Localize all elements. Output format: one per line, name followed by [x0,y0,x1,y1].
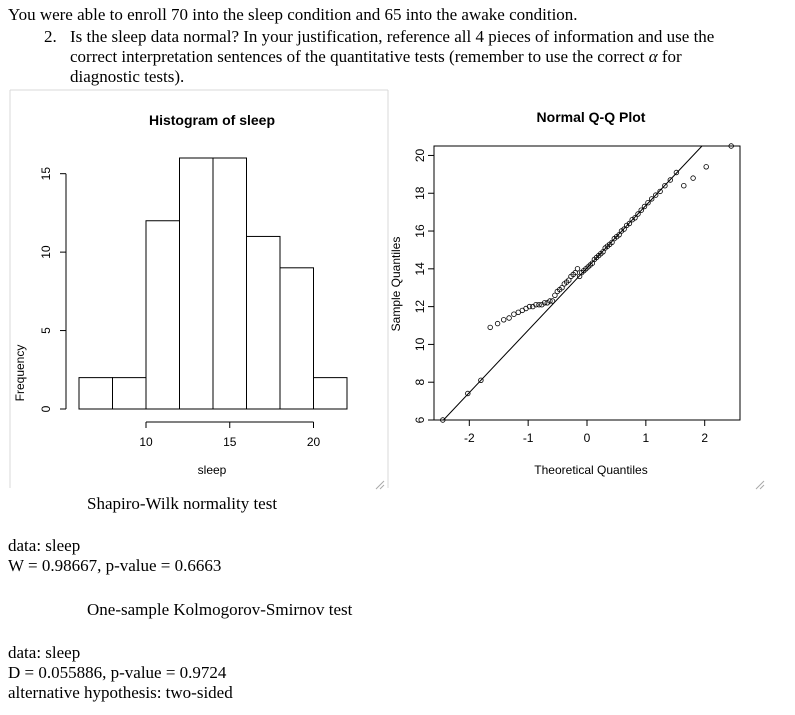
qqplot-y-tick-label: 12 [413,299,427,314]
question-number: 2. [44,27,57,46]
histogram-y-axis [39,167,66,413]
histogram-y-tick-label: 5 [39,327,53,334]
ks-stat-line: D = 0.055886, p-value = 0.9724 [8,663,227,682]
ks-title: One-sample Kolmogorov-Smirnov test [87,600,353,619]
qqplot-point [691,176,696,181]
histogram-y-tick-label: 10 [39,245,53,259]
qqplot-y-axis [413,148,434,423]
histogram-bar [213,158,247,409]
qqplot-x-tick-label: -2 [463,431,475,445]
qqplot-point [501,318,506,323]
qqplot-y-tick-label: 16 [413,224,427,238]
ks-alt-line: alternative hypothesis: two-sided [8,683,233,702]
qqplot-x-axis [464,420,708,445]
histogram-title: Histogram of sleep [148,112,276,128]
histogram-x-tick-label: 20 [306,435,321,449]
resize-grip-icon [376,481,384,489]
histogram-bar [146,221,180,409]
histogram-bar [79,378,113,409]
alpha-symbol: α [648,47,658,66]
histogram-x-tick-label: 10 [139,435,153,449]
ks-data-line: data: sleep [8,643,81,662]
histogram-y-label: Frequency [13,344,27,402]
histogram-y-tick-label: 0 [39,405,53,413]
qqplot-points [441,144,734,423]
qqplot-point [488,325,493,330]
question-line-2b: for [657,47,682,66]
shapiro-data-line: data: sleep [8,536,81,555]
qqplot-x-tick-label: 1 [642,431,650,445]
qqplot-point [507,316,512,321]
qqplot-point [495,321,500,326]
qqplot-y-tick-label: 6 [413,416,427,424]
qqplot-y-tick-label: 20 [413,148,427,163]
qqplot-x-tick-label: 2 [701,431,709,445]
histogram-figure [0,88,392,493]
qqplot-y-label: Sample Quantiles [389,236,403,332]
qqplot-y-tick-label: 14 [413,262,427,276]
question-line-2 [70,47,682,67]
histogram-x-axis [139,422,320,449]
question-line-1: Is the sleep data normal? In your justification, reference all 4 pieces of information and use the [70,27,715,46]
histogram-bar [280,268,314,409]
question-line-3: diagnostic tests). [70,67,185,86]
shapiro-title: Shapiro-Wilk normality test [87,494,278,513]
histogram-y-tick-label: 15 [39,167,53,181]
histogram-bar [247,236,281,409]
qqplot-box [434,146,740,420]
resize-grip-icon [756,481,764,489]
histogram-bar [314,378,348,409]
qqplot-point [704,165,709,170]
intro-text: You were able to enroll 70 into the sleep condition and 65 into the awake condition. [8,5,578,24]
qqplot-y-tick-label: 10 [413,337,427,352]
histogram-x-label: sleep [197,463,227,477]
qqplot-point [512,312,517,317]
histogram-bar [113,378,147,409]
qqplot-point [575,267,580,272]
shapiro-stat-line: W = 0.98667, p-value = 0.6663 [8,556,222,575]
qqplot-figure [388,88,774,493]
qqplot-x-label: Theoretical Quantiles [534,463,648,477]
histogram-x-tick-label: 15 [223,435,237,449]
qqplot-x-tick-label: 0 [583,431,591,445]
histogram-bars [79,158,347,409]
histogram-bar [180,158,214,409]
qqplot-title: Normal Q-Q Plot [536,109,646,125]
qqplot-y-tick-label: 8 [413,378,427,386]
question-line-2a: correct interpretation sentences of the quantitative tests (remember to use the correct [70,47,649,66]
qqplot-y-tick-label: 18 [413,186,427,200]
qqplot-x-tick-label: -1 [522,431,534,445]
qqplot-point [682,183,687,188]
